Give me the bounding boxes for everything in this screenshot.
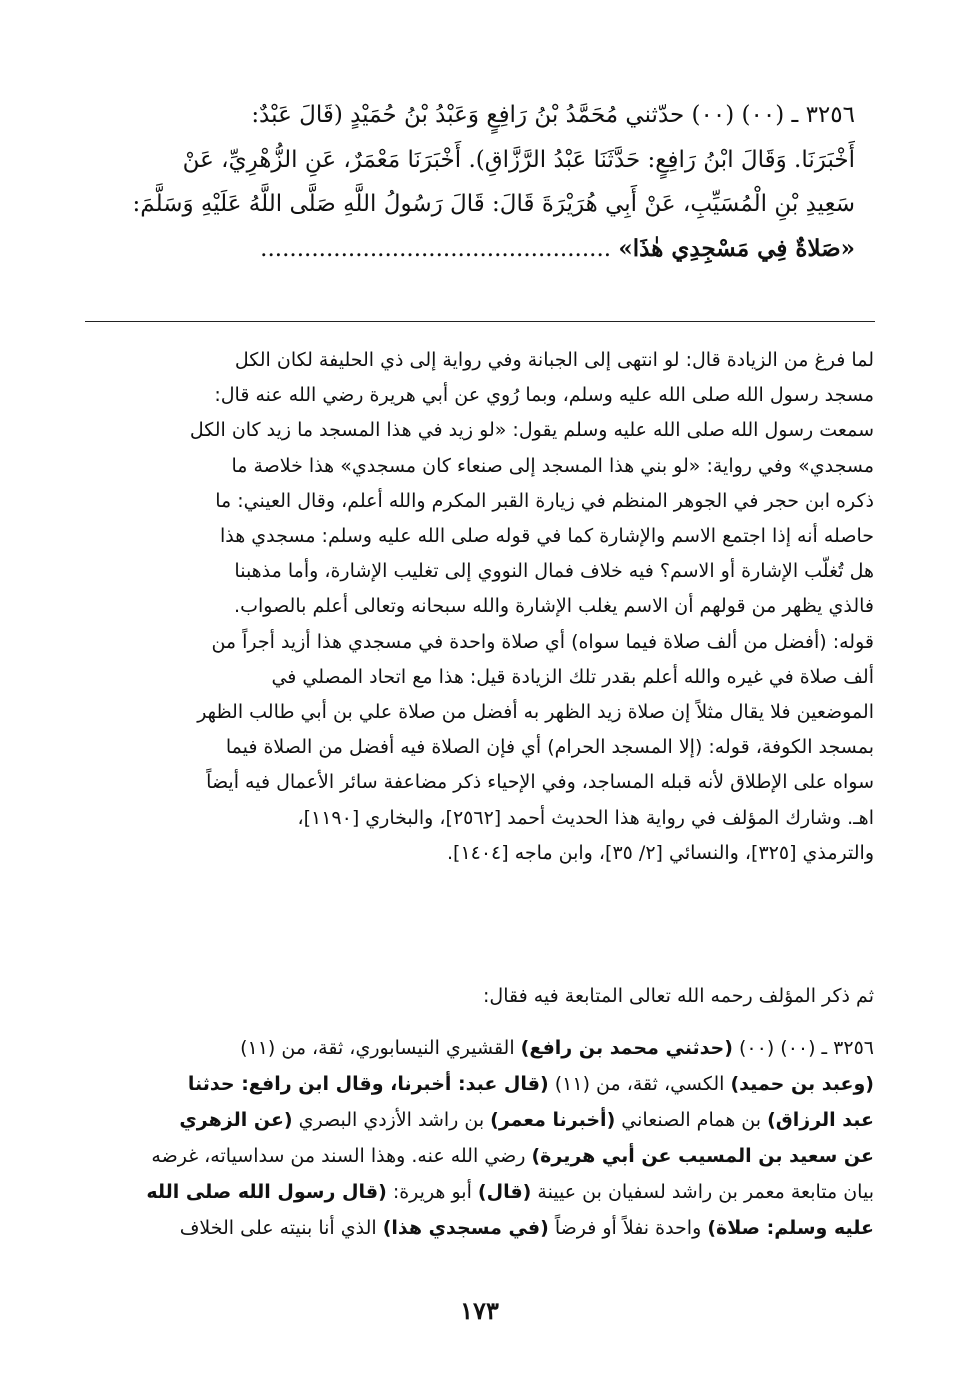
- commentary-bold-segment: (وعبد بن حميد): [730, 1073, 874, 1095]
- note-line-12: بمسجد الكوفة، قوله: (إلا المسجد الحرام) أي فإن الصلاة فيه أفضل من الصلاة فيما: [225, 736, 874, 759]
- hadith-text: [104, 93, 855, 271]
- commentary-line-1: [85, 1030, 874, 1066]
- note-line-2: مسجد رسول الله صلى الله عليه وسلم، وبما رُوي عن أبي هريرة رضي الله عنه قال:: [214, 384, 874, 407]
- commentary-text: [85, 1030, 874, 1246]
- note-line-7: هل تُغلّب الإشارة أو الاسم؟ فيه خلاف فمال النووي إلى تغليب الإشارة، وأما مذهبنا: [234, 560, 874, 583]
- note-line-8: فالذي يظهر من قولهم أن الاسم يغلب الإشارة والله سبحانه وتعالى أعلم بالصواب.: [234, 595, 874, 618]
- commentary-bold-segment: (أخبرنا معمر): [490, 1109, 616, 1131]
- note-line-11: الموضعين فلا يقال مثلاً إن صلاة زيد الظهر به أفضل من صلاة علي بن أبي طالب الظهر: [197, 701, 874, 724]
- section-intro: ثم ذكر المؤلف رحمه الله تعالى المتابعة فيه فقال:: [483, 985, 874, 1007]
- note-line-1: لما فرغ من الزيادة قال: لو انتهى إلى الجبانة وفي رواية إلى ذي الحليفة لكان الكل: [234, 349, 874, 371]
- commentary-bold-segment: عبد الرزاق): [767, 1109, 874, 1131]
- commentary-line-3: [85, 1102, 874, 1138]
- hadith-line-3: سَعِيدِ بْنِ الْمُسَيِّبِ، عَنْ أَبِي هُرَيْرَةَ قَالَ: قَالَ رَسُولُ اللَّهِ صَلَّى اللَّهُ عَلَيْهِ وَسَلَّمَ:: [132, 191, 855, 217]
- note-line-14: اهـ. وشارك المؤلف في رواية هذا الحديث أحمد [٢٥٦٢]، والبخاري [١١٩٠]،: [297, 806, 874, 829]
- commentary-line-4: [85, 1138, 874, 1174]
- note-line-13: سواه على الإطلاق لأنه قبله المساجد، وفي الإحياء ذكر مضاعفة سائر الأعمال فيه أيضاً: [206, 771, 874, 794]
- footnote-text: [85, 343, 874, 871]
- footnote-divider: [85, 321, 875, 322]
- note-line-9: قوله: (أفضل من ألف صلاة فيما سواه) أي صلاة واحدة في مسجدي هذا أزيد أجراً من: [211, 630, 874, 653]
- commentary-bold-segment: عليه وسلم: صلاة): [707, 1217, 874, 1239]
- commentary-bold-segment: (قال): [477, 1181, 532, 1203]
- hadith-line-2: أَخْبَرَنَا. وَقَالَ ابْنُ رَافِعٍ: حَدَّثَنَا عَبْدُ الرَّزَّاقِ). أَخْبَرَنَا مَعْمَرٌ، عَنِ الزُّهْرِيِّ، عَنْ: [182, 146, 855, 173]
- hadith-quote: «صَلاةٌ فِي مَسْجِدِي هٰذَا»: [618, 234, 855, 262]
- note-line-6: حاصله أنه إذا اجتمع الاسم والإشارة كما في قوله صلى الله عليه وسلم: مسجدي هذا: [219, 525, 874, 548]
- commentary-bold-segment: (عن الزهري: [179, 1109, 293, 1131]
- commentary-bold-segment: (حدثني محمد بن رافع): [520, 1037, 733, 1059]
- commentary-segment: القشيري النيسابوري، ثقة، من (١١): [240, 1037, 521, 1059]
- note-line-5: ذكره ابن حجر في الجوهر المنظم في زيارة القبر المكرم والله أعلم، وقال العيني: ما: [215, 489, 874, 512]
- hadith-line-4: [104, 227, 855, 272]
- commentary-bold-segment: (قال عبد: أخبرنا، وقال ابن رافع: حدثنا: [187, 1073, 549, 1095]
- commentary-bold-segment: (في مسجدي هذا): [382, 1217, 549, 1239]
- commentary-line-6: [85, 1210, 874, 1246]
- commentary-segment: ٣٢٥٦ ـ (٠٠) (٠٠): [732, 1037, 874, 1059]
- commentary-segment: الذي أنا بنيته على الخلاف: [179, 1217, 383, 1239]
- commentary-line-5: [85, 1174, 874, 1210]
- commentary-segment: الكسي، ثقة، من (١١): [548, 1073, 731, 1095]
- commentary-segment: بن همام الصنعاني: [615, 1109, 768, 1131]
- note-line-15: والترمذي [٣٢٥]، والنسائي [٢/ ٣٥]، وابن ماجه [١٤٠٤].: [446, 841, 874, 864]
- commentary-segment: واحدة نفلاً أو فرضاً: [548, 1217, 708, 1239]
- commentary-line-2: [85, 1066, 874, 1102]
- commentary-bold-segment: (قال رسول الله صلى الله: [146, 1181, 387, 1203]
- page-number: ١٧٣: [460, 1296, 499, 1325]
- commentary-bold-segment: عن سعيد بن المسيب عن أبي هريرة): [531, 1145, 874, 1167]
- commentary-segment: رضي الله عنه. وهذا السند من سداسياته، غرضه: [151, 1145, 532, 1167]
- hadith-ellipsis: ................................................: [260, 235, 612, 262]
- commentary-segment: أبو هريرة:: [386, 1181, 478, 1203]
- note-line-3: سمعت رسول الله صلى الله عليه وسلم يقول: «لو زيد في هذا المسجد ما زيد كان الكل: [189, 419, 874, 442]
- hadith-line-1: ٣٢٥٦ ـ (٠٠) (٠٠) حدّثني مُحَمَّدُ بْنُ رَافِعٍ وَعَبْدُ بْنُ حُمَيْدٍ (قَالَ عَبْدٌ:: [251, 102, 855, 128]
- note-line-4: مسجدي» وفي رواية: «لو بني هذا المسجد إلى صنعاء كان مسجدي» هذا خلاصة ما: [231, 454, 874, 477]
- note-line-10: ألف صلاة في غيره والله أعلم بقدر تلك الزيادة قيل: هذا مع اتحاد المصلي في: [271, 665, 874, 688]
- commentary-segment: بيان متابعة معمر بن راشد لسفيان بن عيينة: [531, 1181, 874, 1203]
- commentary-segment: بن راشد الأزدي البصري: [292, 1109, 491, 1131]
